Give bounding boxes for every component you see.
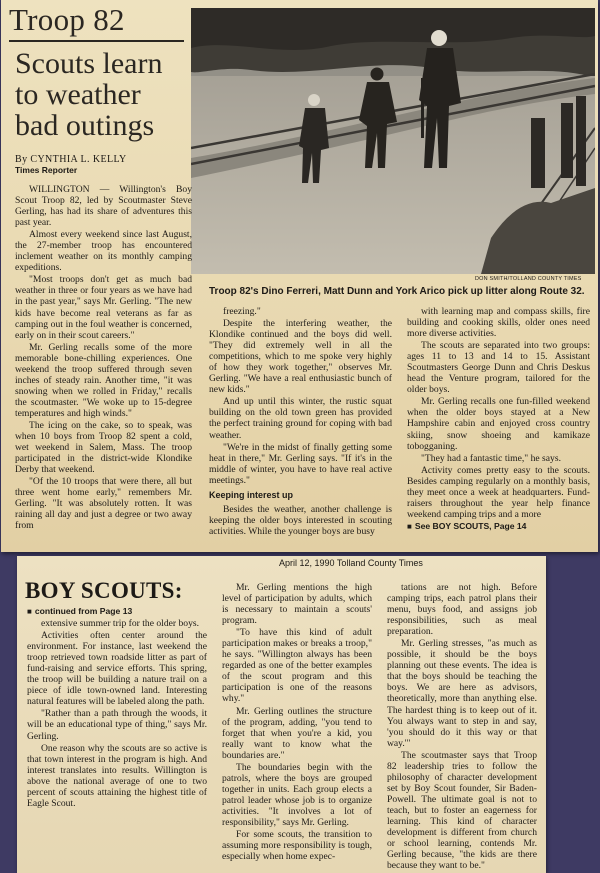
paragraph: One reason why the scouts are so active is that town interest in the program is high. And interest translates into results. Willington is above the national average of one to two percent of scouts attaining the highest title of Eagle Scout. xyxy=(27,742,207,809)
subhead-text: Keeping interest up xyxy=(209,489,294,500)
jump-line-text: See BOY SCOUTS, Page 14 xyxy=(414,520,527,531)
paragraph: Besides the weather, another challenge is keeping the older boys interested in scouting activities. While the younger boys are busy xyxy=(209,503,392,537)
byline-name: By CYNTHIA L. KELLY xyxy=(15,154,127,165)
square-bullet-icon: ■ xyxy=(27,607,32,616)
paragraph: Despite the interfering weather, the Klondike continued and the boys did well. "They did extremely well in all the competitions, which to me spoke very highly of how they work together," observes Mr. Gerling. "We have a real enthusiastic bunch of new kids." xyxy=(209,318,392,396)
paragraph: "To have this kind of adult participation makes or breaks a troop," he says. "Willington always has been regarded as one of the better examples of the scout program and this participation is one of the reasons why." xyxy=(222,627,372,705)
paragraph: Activities often center around the environment. For instance, last weekend the troop retrieved town roadside litter as part of fund-raising and service efforts. This spring, the troop will be building a nature trail on a piece of idle town-owned land. Interesting natural features will be labeled along the path. xyxy=(27,630,207,708)
article-clipping-top xyxy=(1,0,598,552)
paragraph: Mr. Gerling mentions the high level of participation by adults, which is necessary to maintain a scouts' program. xyxy=(222,582,372,627)
continuation-column-2 xyxy=(222,582,372,863)
kicker-rule xyxy=(9,40,184,42)
byline xyxy=(15,154,127,176)
paragraph: Activity comes pretty easy to the scouts. Besides camping regularly on a monthly basis, they meet once a week at headquarters. Fund-raisers throughout the year help finance weekend camping trips and a more xyxy=(407,464,590,520)
subhead xyxy=(209,490,392,501)
jump-headline: BOY SCOUTS: xyxy=(25,578,183,603)
paragraph: The boundaries begin with the patrols, where the boys are grouped together in units. Each group elects a patrol leader whose job is to organize activities. "It involves a lot of responsibility," says Mr. Gerling. xyxy=(222,761,372,828)
paragraph: The icing on the cake, so to speak, was when 10 boys from Troop 82 spent a cold, wet weekend in Salem, Mass. The troop participated in the district-wide Klondike Derby that weekend. xyxy=(15,419,192,476)
news-photo xyxy=(191,8,595,274)
paragraph: Almost every weekend since last August, the 27-member troop has encountered inclement weather on its monthly camping expeditions. xyxy=(15,229,192,274)
article-column-3 xyxy=(407,306,590,533)
continued-from xyxy=(27,606,207,617)
paragraph: The scouts are separated into two groups: ages 11 to 13 and 14 to 15. Assistant Scoutmasters George Dunn and Chris Deskus head the Venture program, tailored for the older boys. xyxy=(407,340,590,396)
photo-scouts-railroad xyxy=(191,8,595,274)
paragraph: Mr. Gerling recalls some of the more memorable bone-chilling experiences. One weekend the troop suffered through seven inches of steady rain. Another time, "it was snowing when we rolled in Friday," recalls the scoutmaster. "We woke up to 15-degree temperatures and high winds." xyxy=(15,341,192,419)
paragraph: extensive summer trip for the older boys. xyxy=(41,618,199,630)
jump-line xyxy=(407,521,590,532)
section-kicker: Troop 82 xyxy=(9,2,125,37)
paragraph: Mr. Gerling outlines the structure of the program, adding, "you tend to forget that when you're a kid, you really want to know what the boundaries are." xyxy=(222,705,372,761)
square-bullet-icon: ■ xyxy=(407,521,412,531)
paragraph: The scoutmaster says that Troop 82 leadership tries to follow the philosophy of character development set by Boy Scout founder, Sir Baden-Powell. The ultimate goal is not to teach, but to foster an eagerness for learning. This kind of character development is different from church or school learning, contends Mr. Gerling because, "the kids are there because they want to be." xyxy=(387,749,537,872)
continuation-column-1 xyxy=(27,606,207,810)
photo-credit: DON SMITH/TOLLAND COUNTY TIMES xyxy=(475,276,582,282)
article-column-1 xyxy=(15,184,192,532)
dateline xyxy=(279,558,423,568)
continued-from-text: continued from Page 13 xyxy=(34,606,133,616)
paragraph: "Rather than a path through the woods, it will be an educational type of thing," says Mr. Gerling. xyxy=(27,708,207,742)
headline: Scouts learn to weather bad outings xyxy=(15,47,163,142)
article-column-2 xyxy=(209,306,392,538)
photo-caption: Troop 82's Dino Ferreri, Matt Dunn and York Arico pick up litter along Route 32. xyxy=(209,286,585,297)
paragraph: with learning map and compass skills, fire building and cooking skills, older ones need more diverse activities. xyxy=(407,306,590,340)
paragraph: "Most troops don't get as much bad weather in three or four years as we have had in the past year," says Mr. Gerling. "The new kids have become real veterans as far as camping out in the foul weather is concerned, early on in their scout careers." xyxy=(15,274,192,341)
article-clipping-continuation xyxy=(17,556,546,873)
paragraph: tations are not high. Before camping trips, each patrol plans their menu, buys food, and assigns job responsibilities, such as meal preparation. xyxy=(387,582,537,638)
paragraph: Mr. Gerling stresses, "as much as possible, it should be the boys planning out these events. The idea is that the boys should be teaching the boys. We are here as advisors, theoretically, more than anything else. The hardest thing is to keep out of it. You always want to step in and say, 'you should do it this way or that way.'" xyxy=(387,638,537,749)
paragraph: WILLINGTON — Willington's Boy Scout Troop 82, led by Scoutmaster Steve Gerling, has had its share of adventures this past year. xyxy=(15,184,192,229)
dateline-text: April 12, 1990 Tolland County Times xyxy=(279,558,423,568)
paragraph: "Of the 10 troops that were there, all but three went home early," remembers Mr. Gerling. "It was absolutely rotten. It was raining all day and just a degree or two away from xyxy=(15,476,192,532)
paragraph: And up until this winter, the rustic squat building on the old town green has provided the perfect training ground for coping with bad weather. xyxy=(209,396,392,441)
paragraph: Mr. Gerling recalls one fun-filled weekend when the older boys stayed at a New Hampshire cabin and enjoyed cross country skiing, snow shoeing and kamikaze tobogganing. xyxy=(407,396,590,452)
continuation-column-3 xyxy=(387,582,537,872)
paragraph: "We're in the midst of finally getting some heat in there," Mr. Gerling says. "If it's in the middle of winter, you have to have real active meetings." xyxy=(209,441,392,486)
byline-role: Times Reporter xyxy=(15,165,78,175)
paragraph: freezing." xyxy=(223,306,261,317)
paragraph: For some scouts, the transition to assuming more responsibility is tough, especially when home expec- xyxy=(222,829,372,863)
paragraph: "They had a fantastic time," he says. xyxy=(421,452,561,464)
